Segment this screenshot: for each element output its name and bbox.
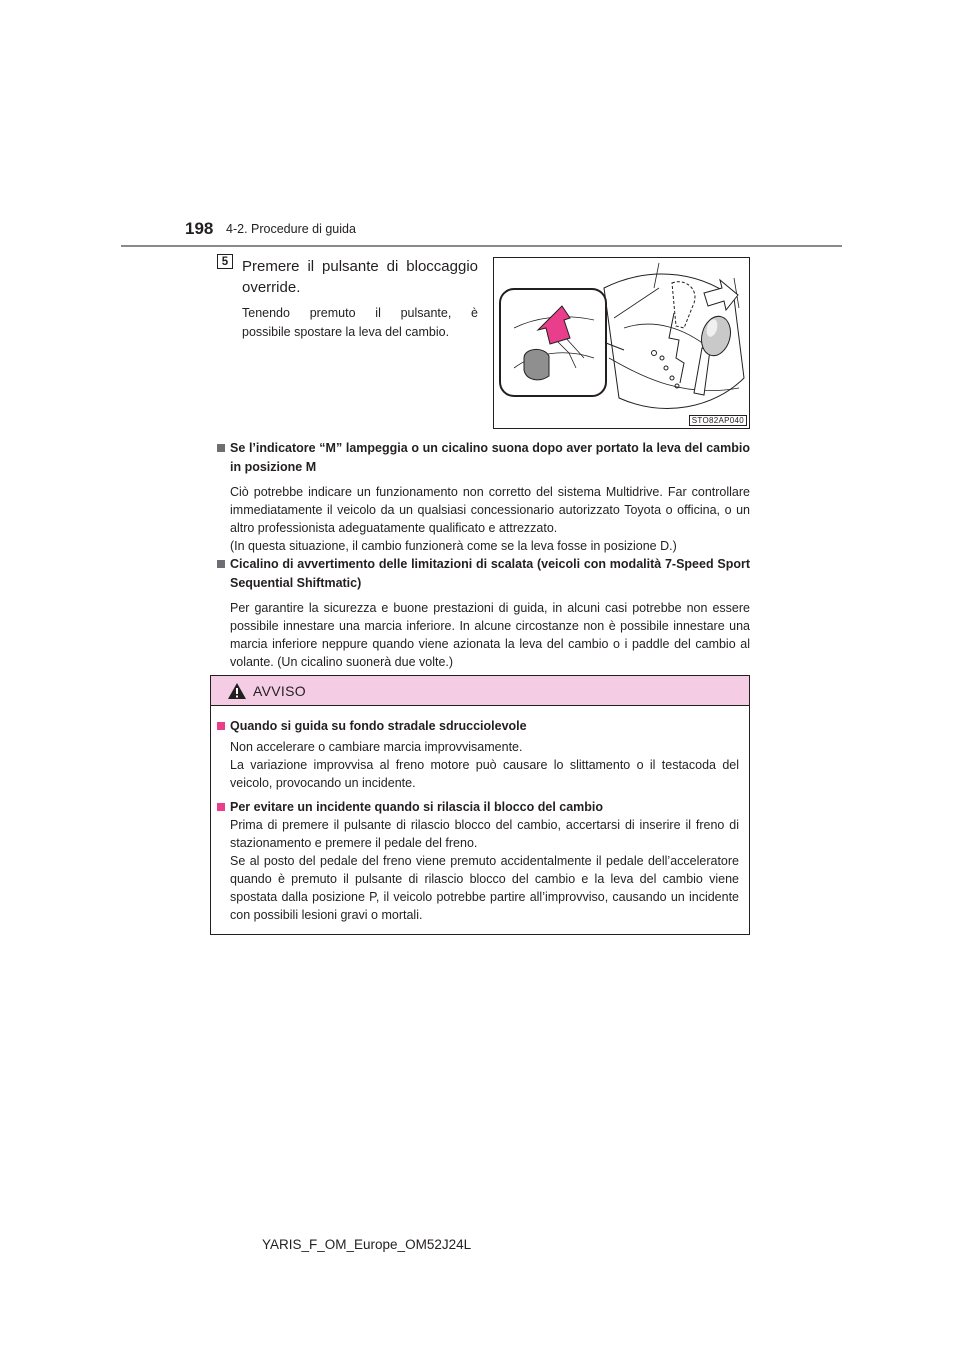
warning-box [210, 675, 750, 935]
page-number: 198 [185, 219, 214, 238]
note-bullet-icon [217, 560, 225, 568]
header-rule [121, 245, 842, 247]
note-downshift-buzzer [217, 555, 750, 671]
warning-bullet-icon [217, 803, 225, 811]
step-description-line-2: possibile spostare la leva del cambio. [242, 325, 450, 339]
warning-item-body: Non accelerare o cambiare marcia improvvisamente. La variazione improvvisa al freno motore può causare lo slittamento o il testacoda del veicolo, provocando un incidente. [230, 740, 739, 790]
shift-lever-drawing [494, 258, 749, 428]
warning-header [211, 676, 749, 706]
warning-label: AVVISO [253, 682, 306, 699]
warning-item-heading: Per evitare un incidente quando si rilascia il blocco del cambio [217, 798, 739, 816]
figure-code: STO82AP040 [689, 415, 747, 426]
note-bullet-icon [217, 444, 225, 452]
step-title-line-2: override. [242, 279, 301, 296]
note-m-indicator [217, 439, 750, 555]
note-downshift-buzzer-heading: Cicalino di avvertimento delle limitazioni di scalata (veicoli con modalità 7-Speed Sport Sequential Shiftmatic) [217, 555, 750, 593]
warning-item-body: Prima di premere il pulsante di rilascio blocco del cambio, accertarsi di inserire il freno di stazionamento e premere il pedale del freno. Se al posto del pedale del freno viene premuto accidentalmente il pedale dell’acceleratore quando è premuto il pulsante di rilascio blocco del cambio e la leva del cambio viene spostata dalla posizione P, il veicolo potrebbe partire all’improvviso, causando un incidente con possibili lesioni gravi o mortali. [230, 818, 739, 922]
step-number-box: 5 [217, 254, 233, 269]
warning-triangle-icon [227, 682, 247, 700]
step-title [242, 256, 478, 298]
shift-lever-illustration [493, 257, 750, 429]
note-m-indicator-body: Ciò potrebbe indicare un funzionamento non corretto del sistema Multidrive. Far controllare immediatamente il veicolo da un qualsiasi concessionario autorizzato Toyota o officina, o un altro professionista adeguatamente qualificato e attrezzato. (In questa situazione, il cambio funzionerà come se la leva fosse in posizione D.) [230, 485, 750, 553]
note-downshift-buzzer-body: Per garantire la sicurezza e buone prestazioni di guida, in alcuni casi potrebbe non essere possibile innestare una marcia inferiore. In alcune circostanze non è possibile innestare una marcia inferiore neppure quando viene azionata la leva del cambio o i paddle del cambio al volante. (Un cicalino suonerà due volte.) [230, 601, 750, 669]
warning-item-heading: Quando si guida su fondo stradale sdrucciolevole [217, 717, 739, 735]
warning-item-slippery-road [211, 717, 749, 792]
step-title-line-1: Premere il pulsante di bloccaggio [242, 258, 478, 275]
step-description [242, 304, 478, 342]
note-m-indicator-heading: Se l’indicatore “M” lampeggia o un cicalino suona dopo aver portato la leva del cambio in posizione M [217, 439, 750, 477]
step-description-line-1: Tenendo premuto il pulsante, è [242, 306, 478, 320]
warning-bullet-icon [217, 722, 225, 730]
document-id-footer: YARIS_F_OM_Europe_OM52J24L [262, 1237, 472, 1252]
section-title: 4-2. Procedure di guida [226, 222, 356, 236]
warning-item-shift-lock-release [211, 798, 749, 924]
